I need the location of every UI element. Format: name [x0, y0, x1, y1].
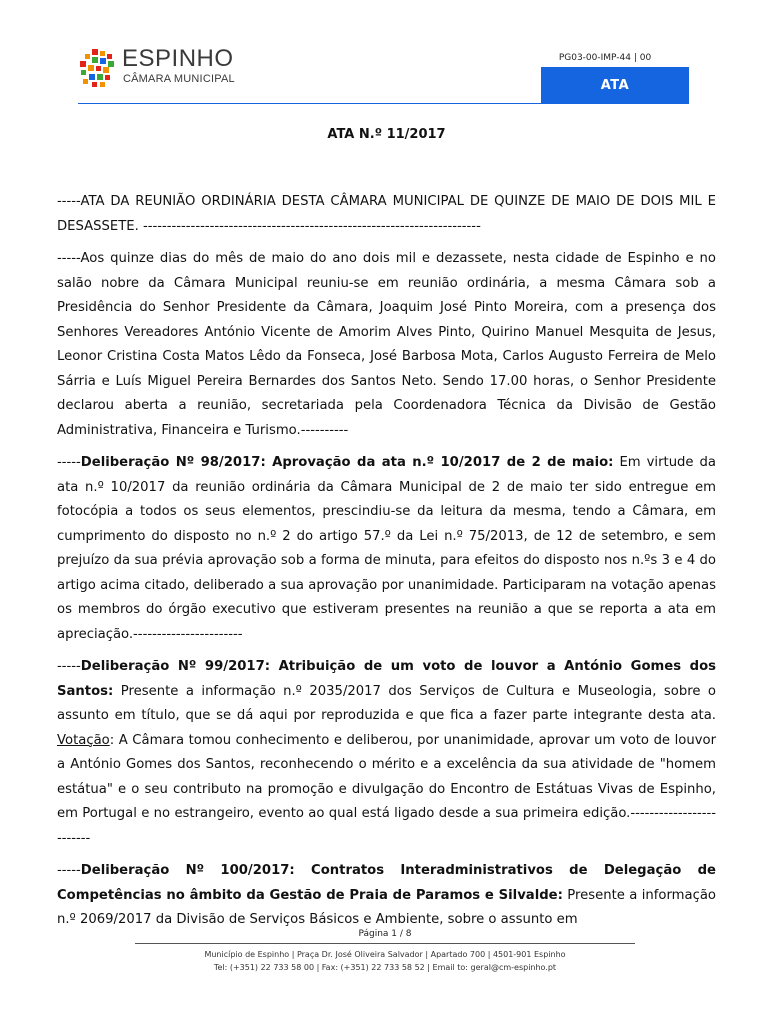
ata-badge: ATA [541, 67, 689, 104]
espinho-logo [78, 46, 248, 92]
deliberation-100-prefix: ----- [57, 863, 81, 878]
logo-subtitle: CÂMARA MUNICIPAL [123, 73, 235, 85]
footer-address: Município de Espinho | Praça Dr. José Oliveira Salvador | Apartado 700 | 4501-901 Espinho [204, 950, 566, 959]
document-title: ATA N.º 11/2017 [327, 127, 446, 142]
page-footer [0, 929, 770, 974]
logo-title: ESPINHO [122, 45, 234, 72]
page-header [0, 0, 770, 110]
deliberation-99-body: Presente a informação n.º 2035/2017 dos Serviços de Cultura e Museologia, sobre o assunto em título, que se dá aqui por reproduzida e que fica a fazer parte integrante desta ata. [57, 683, 716, 723]
paragraph-meeting-title [57, 190, 716, 239]
footer-contacts: Tel: (+351) 22 733 58 00 | Fax: (+351) 22 733 58 52 | Email to: geral@cm-espinho.pt [213, 963, 557, 972]
deliberation-100-body: Presente a informação n.º 2069/2017 da Divisão de Serviços Básicos e Ambiente, sobre o assunto em [57, 887, 716, 927]
document-body [57, 127, 716, 941]
deliberation-98-heading: Deliberação Nº 98/2017: Aprovação da ata n.º 10/2017 de 2 de maio: [80, 455, 614, 470]
meeting-title-text: -----ATA DA REUNIÃO ORDINÁRIA DESTA CÂMARA MUNICIPAL DE QUINZE DE MAIO DE DOIS MIL E DESASSETE. ----------------------------------------------------------------------- [57, 194, 716, 234]
paragraph-attendance [57, 247, 716, 443]
document-code: PG03-00-IMP-44 | 00 [558, 53, 652, 63]
deliberation-98-prefix: ----- [57, 455, 81, 470]
paragraph-deliberation-98 [57, 451, 716, 647]
paragraph-deliberation-100 [57, 859, 716, 933]
attendance-text: -----Aos quinze dias do mês de maio do ano dois mil e dezassete, nesta cidade de Espinho e no salão nobre da Câmara Municipal reuniu-se em reunião ordinária, a mesma Câmara sob a Presidência do Senhor Presidente da Câmara, Joaquim José Pinto Moreira, com a presença dos Senhores Vereadores António Vicente de Amorim Alves Pinto, Quirino Manuel Mesquita de Jesus, Leonor Cristina Costa Matos Lêdo da Fonseca, José Barbosa Mota, Carlos Augusto Ferreira de Melo Sárria e Luís Miguel Pereira Bernardes dos Santos Neto. Sendo 17.00 horas, o Senhor Presidente declarou aberta a reunião, secretariada pela Coordenadora Técnica da Divisão de Gestão Administrativa, Financeira e Turismo.---------- [57, 251, 716, 438]
page-number: Página 1 / 8 [358, 929, 412, 939]
deliberation-99-prefix: ----- [57, 659, 81, 674]
deliberation-100-heading: Deliberação Nº 100/2017: Contratos Interadministrativos de Delegação de Competências no âmbito da Gestão de Praia de Paramos e Silvalde: [57, 863, 716, 903]
footer-divider [135, 943, 635, 944]
deliberation-98-body: Em virtude da ata n.º 10/2017 da reunião ordinária da Câmara Municipal de 2 de maio ter sido entregue em fotocópia a todos os seus elementos, prescindiu-se da leitura da mesma, tendo a Câmara, em cumprimento do disposto no n.º 2 do artigo 57.º da Lei n.º 75/2013, de 12 de setembro, e sem prejuízo da sua prévia aprovação sob a forma de minuta, para efeitos do disposto nos n.ºs 3 e 4 do artigo acima citado, deliberado a sua aprovação por unanimidade. Participaram na votação apenas os membros do órgão executivo que estiveram presentes na reunião a que se reporta a ata em apreciação.----------------------- [57, 455, 716, 642]
vote-label: Votação [57, 732, 110, 748]
deliberation-99-vote-body: : A Câmara tomou conhecimento e deliberou, por unanimidade, aprovar um voto de louvor a António Gomes dos Santos, reconhecendo o mérito e a excelência da sua atividade de "homem estátua" e o seu contributo na promoção e divulgação do Encontro de Estátuas Vivas de Espinho, em Portugal e no estrangeiro, evento ao qual está ligado desde a sua primeira edição.------------------------- [57, 732, 716, 846]
logo-mosaic-icon [78, 48, 118, 88]
header-divider [78, 103, 541, 104]
deliberation-99-heading: Deliberação Nº 99/2017: Atribuição de um voto de louvor a António Gomes dos Santos: [57, 659, 716, 699]
paragraph-deliberation-99 [57, 655, 716, 851]
